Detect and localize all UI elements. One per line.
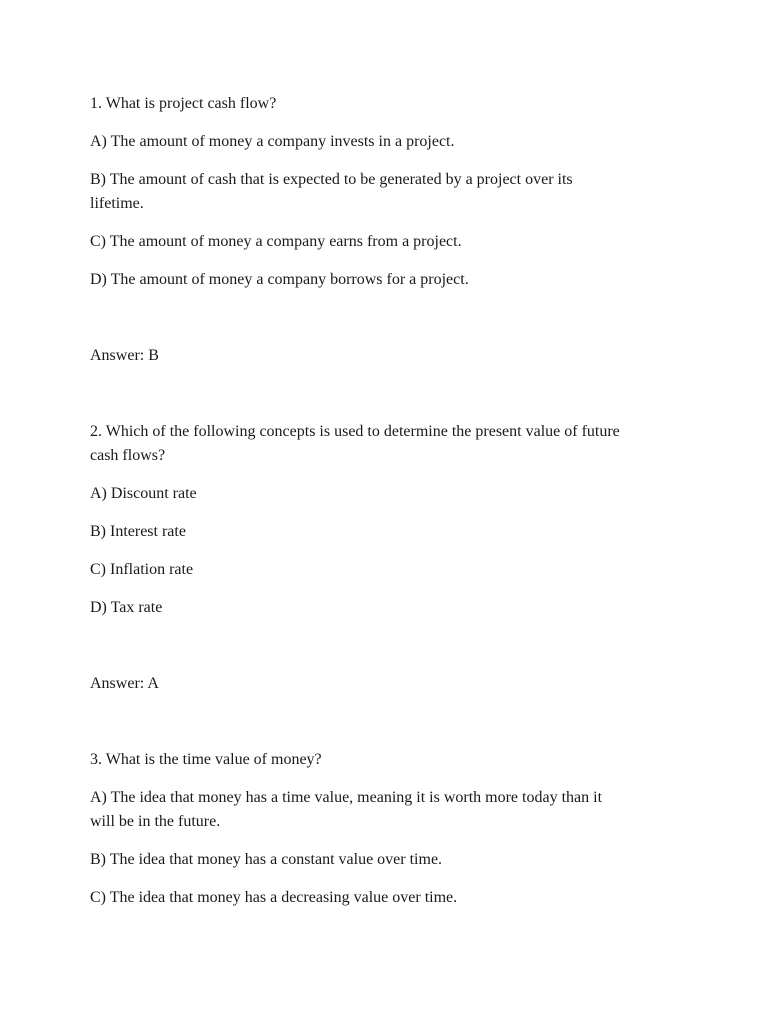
- question-2-text: 2. Which of the following concepts is used to determine the present value of future: [90, 423, 620, 440]
- question-2-answer: Answer: A: [90, 675, 159, 692]
- question-1-option-b: B) The amount of cash that is expected to be generated by a project over its: [90, 171, 573, 188]
- question-1-option-c: C) The amount of money a company earns from a project.: [90, 233, 462, 250]
- question-2-option-c: C) Inflation rate: [90, 561, 194, 578]
- question-1-option-a: A) The amount of money a company invests in a project.: [90, 133, 455, 150]
- question-2-option-d: D) Tax rate: [90, 599, 163, 616]
- question-3-option-a-cont: will be in the future.: [90, 813, 221, 830]
- question-2-option-a: A) Discount rate: [90, 485, 197, 502]
- question-2-option-b: B) Interest rate: [90, 523, 186, 540]
- question-1-option-b-cont: lifetime.: [90, 195, 144, 212]
- question-2-text-cont: cash flows?: [90, 447, 166, 464]
- question-3-text: 3. What is the time value of money?: [90, 751, 322, 768]
- question-3-option-c: C) The idea that money has a decreasing value over time.: [90, 889, 458, 906]
- question-1-text: 1. What is project cash flow?: [90, 95, 277, 112]
- question-1-answer: Answer: B: [90, 347, 159, 364]
- question-1-option-d: D) The amount of money a company borrows for a project.: [90, 271, 469, 288]
- question-3-option-a: A) The idea that money has a time value, meaning it is worth more today than it: [90, 789, 603, 806]
- question-3-option-b: B) The idea that money has a constant value over time.: [90, 851, 443, 868]
